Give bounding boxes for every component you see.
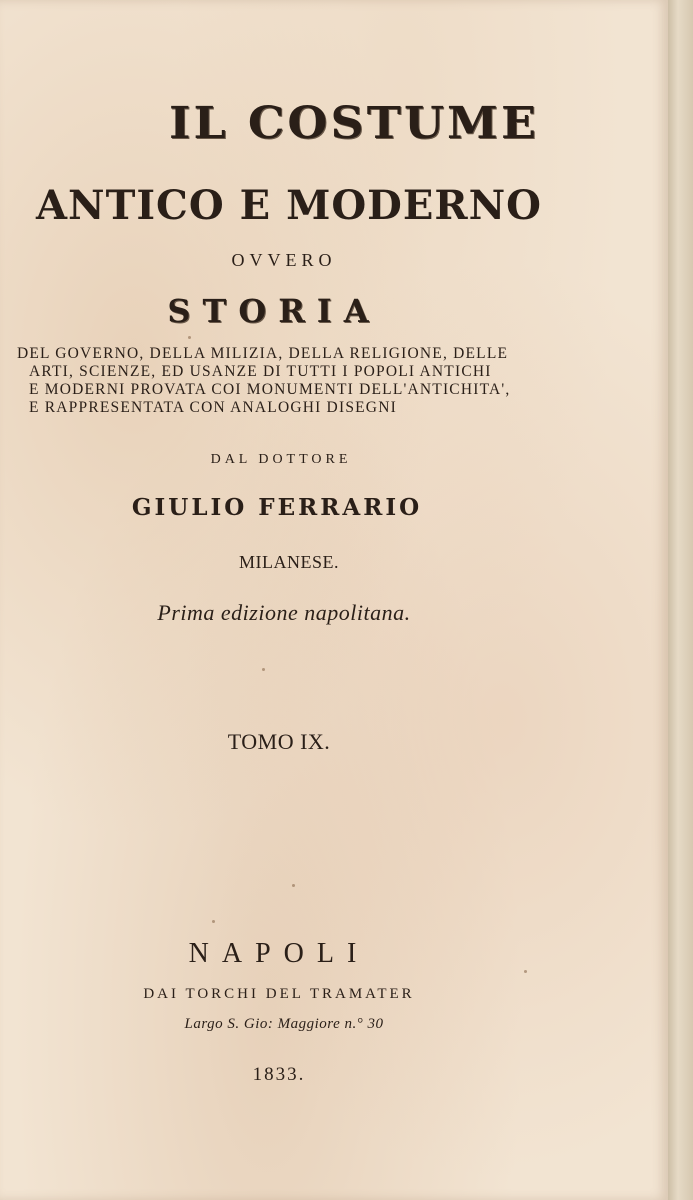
- foxing-spot: [524, 970, 527, 973]
- foxing-spot: [188, 336, 191, 339]
- author-prefix: DAL DOTTORE: [210, 452, 352, 467]
- foxing-spot: [262, 668, 265, 671]
- author-origin: MILANESE.: [239, 552, 339, 572]
- volume-number: TOMO IX.: [227, 729, 331, 754]
- imprint-year: 1833.: [252, 1064, 306, 1085]
- description-line: E MODERNI PROVATA COI MONUMENTI DELL'ANTICHITA',: [29, 381, 511, 398]
- description-line: DEL GOVERNO, DELLA MILIZIA, DELLA RELIGIONE, DELLE: [17, 345, 509, 362]
- page-edge: [668, 0, 693, 1200]
- description-line: E RAPPRESENTATA CON ANALOGHI DISEGNI: [29, 399, 397, 416]
- subtitle: STORIA: [167, 292, 381, 330]
- description-block: [17, 345, 577, 417]
- imprint-city: NAPOLI: [188, 938, 370, 969]
- title-line-1: IL COSTUME: [168, 97, 540, 149]
- title-conjunction: OVVERO: [231, 250, 337, 270]
- foxing-spot: [292, 884, 295, 887]
- description-line: ARTI, SCIENZE, ED USANZE DI TUTTI I POPOLI ANTICHI: [29, 363, 492, 380]
- author-name: GIULIO FERRARIO: [131, 494, 423, 521]
- imprint-printer: DAI TORCHI DEL TRAMATER: [143, 986, 415, 1002]
- imprint-address: Largo S. Gio: Maggiore n.° 30: [184, 1016, 384, 1032]
- foxing-spot: [212, 920, 215, 923]
- edition-statement: Prima edizione napolitana.: [157, 600, 411, 625]
- title-line-2: ANTICO E MODERNO: [35, 182, 543, 229]
